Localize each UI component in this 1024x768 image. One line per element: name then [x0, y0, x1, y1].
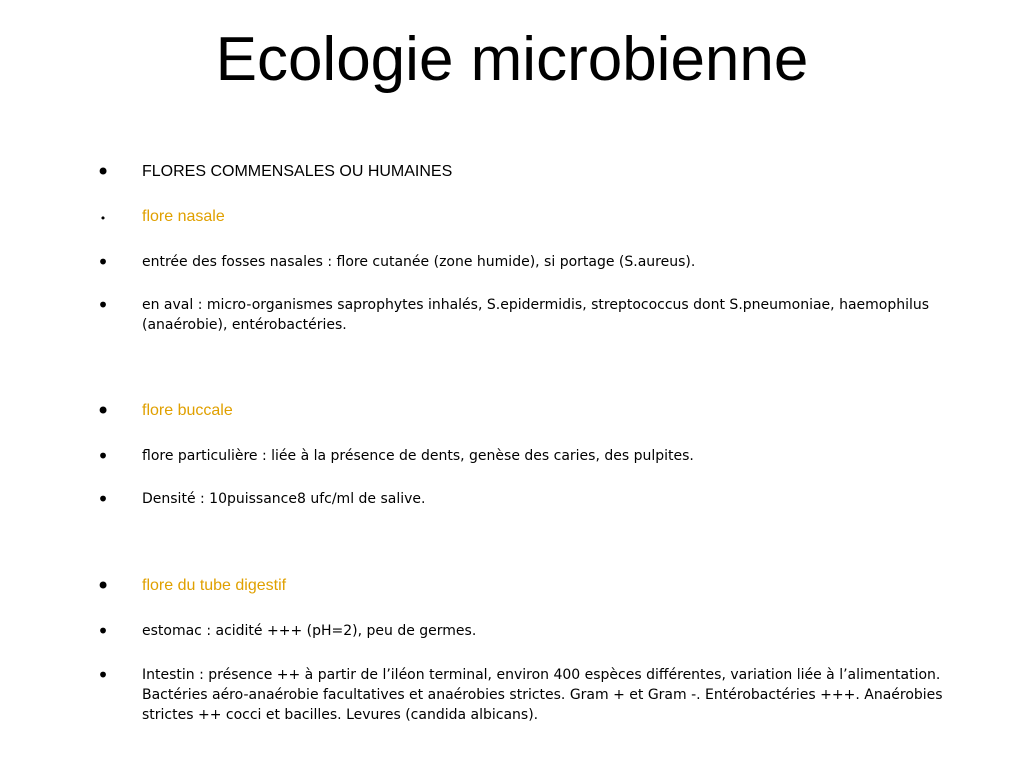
- bullet-dot-icon: •: [97, 487, 109, 511]
- bullet-dot-icon: •: [99, 212, 107, 225]
- subsection-heading: flore du tube digestif: [142, 577, 287, 594]
- list-item-text: entrée des fosses nasales : flore cutanée (zone humide), si portage (S.aureus).: [142, 254, 696, 270]
- list-item-text: estomac : acidité +++ (pH=2), peu de germes.: [142, 623, 477, 639]
- bullet-dot-icon: •: [96, 158, 111, 186]
- bullet-dot-icon: •: [97, 250, 109, 274]
- bullet-dot-icon: •: [96, 572, 111, 600]
- subsection-heading: flore buccale: [142, 402, 233, 419]
- list-item-text: Densité : 10puissance8 ufc/ml de salive.: [142, 491, 426, 507]
- list-item-text: en aval : micro-organismes saprophytes inhalés, S.epidermidis, streptococcus dont S.pneumoniae, haemophilus (anaérobie), entérobactéries.: [142, 297, 930, 333]
- subsection-heading: flore nasale: [142, 208, 225, 225]
- bullet-dot-icon: •: [97, 619, 109, 643]
- bullet-dot-icon: •: [97, 663, 109, 687]
- bullet-dot-icon: •: [96, 397, 111, 425]
- bullet-dot-icon: •: [97, 444, 109, 468]
- bullet-dot-icon: •: [97, 293, 109, 317]
- list-item-text: Intestin : présence ++ à partir de l’iléon terminal, environ 400 espèces différentes, variation liée à l’alimentation. Bactéries aéro-anaérobie facultatives et anaérobies strictes. Gram + et Gram -. Entérobactéries +++. Anaérobies strictes ++ cocci et bacilles. Levures (candida albicans).: [142, 667, 943, 723]
- section-heading: FLORES COMMENSALES OU HUMAINES: [142, 163, 453, 180]
- slide-title: Ecologie microbienne: [215, 25, 809, 94]
- list-item-text: flore particulière : liée à la présence de dents, genèse des caries, des pulpites.: [142, 448, 694, 464]
